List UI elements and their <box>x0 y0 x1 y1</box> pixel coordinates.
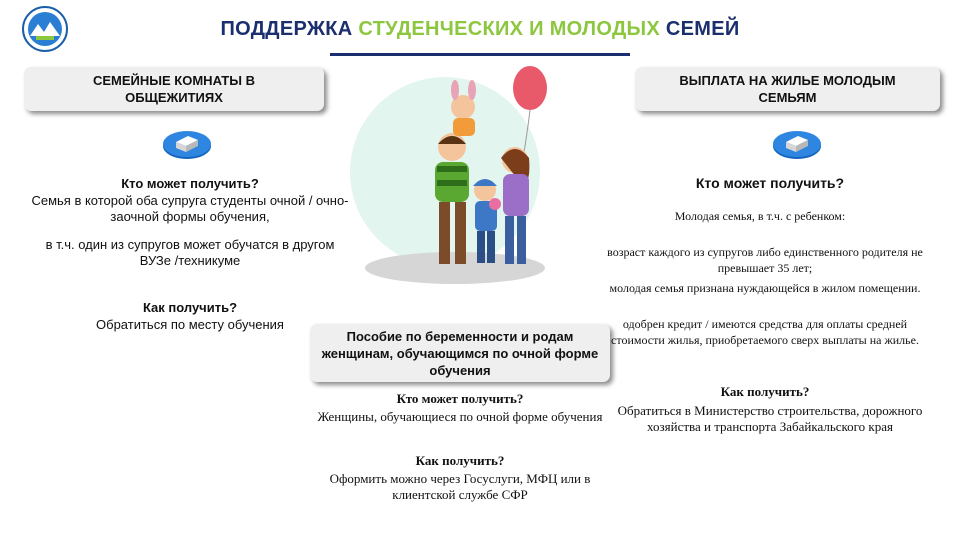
left-heading: СЕМЕЙНЫЕ КОМНАТЫ В ОБЩЕЖИТИЯХ <box>24 67 324 111</box>
right-heading: ВЫПЛАТА НА ЖИЛЬЕ МОЛОДЫМ СЕМЬЯМ <box>635 67 940 111</box>
title-underline <box>330 53 630 56</box>
house-icon <box>162 124 212 160</box>
center-heading: Пособие по беременности и родам женщинам, обучающимся по очной форме обучения <box>310 324 610 382</box>
right-condition-1: возраст каждого из супругов либо единственного родителя не превышает 35 лет; <box>607 245 923 275</box>
left-who-title: Кто может получить? <box>121 176 259 191</box>
center-who-text: Женщины, обучающиеся по очной форме обучения <box>317 409 603 424</box>
title-part-2: СТУДЕНЧЕСКИХ И МОЛОДЫХ <box>358 18 661 40</box>
left-who-text-2: в т.ч. один из супругов может обучатся в другом ВУЗе /техникуме <box>45 237 335 268</box>
left-who-text: Семья в которой оба супруга студенты очной / очно-заочной формы обучения, <box>31 193 349 224</box>
right-intro: Молодая семья, в т.ч. с ребенком: <box>674 209 846 223</box>
right-how-text: Обратиться в Министерство строительства, дорожного хозяйства и транспорта Забайкальского края <box>617 403 923 434</box>
title-part-3: СЕМЕЙ <box>665 18 740 40</box>
center-how-title: Как получить? <box>415 453 505 468</box>
left-how-title: Как получить? <box>142 300 238 315</box>
right-how-title: Как получить? <box>720 384 810 399</box>
page-title <box>80 18 880 41</box>
center-how-text: Оформить можно через Госуслуги, МФЦ или в клиентской службе СФР <box>329 471 591 502</box>
family-illustration <box>345 62 565 292</box>
right-who-title: Кто может получить? <box>695 175 845 191</box>
left-how-text: Обратиться по месту обучения <box>96 317 284 332</box>
emblem-logo <box>22 6 68 52</box>
house-icon <box>772 124 822 160</box>
right-condition-2: молодая семья признана нуждающейся в жилом помещении. <box>609 281 921 295</box>
title-part-1: ПОДДЕРЖКА <box>220 18 353 40</box>
center-who-title: Кто может получить? <box>396 391 524 406</box>
right-condition-3: одобрен кредит / имеются средства для оплаты средней стоимости жилья, приобретаемого сверх выплаты на жилье. <box>611 317 919 347</box>
